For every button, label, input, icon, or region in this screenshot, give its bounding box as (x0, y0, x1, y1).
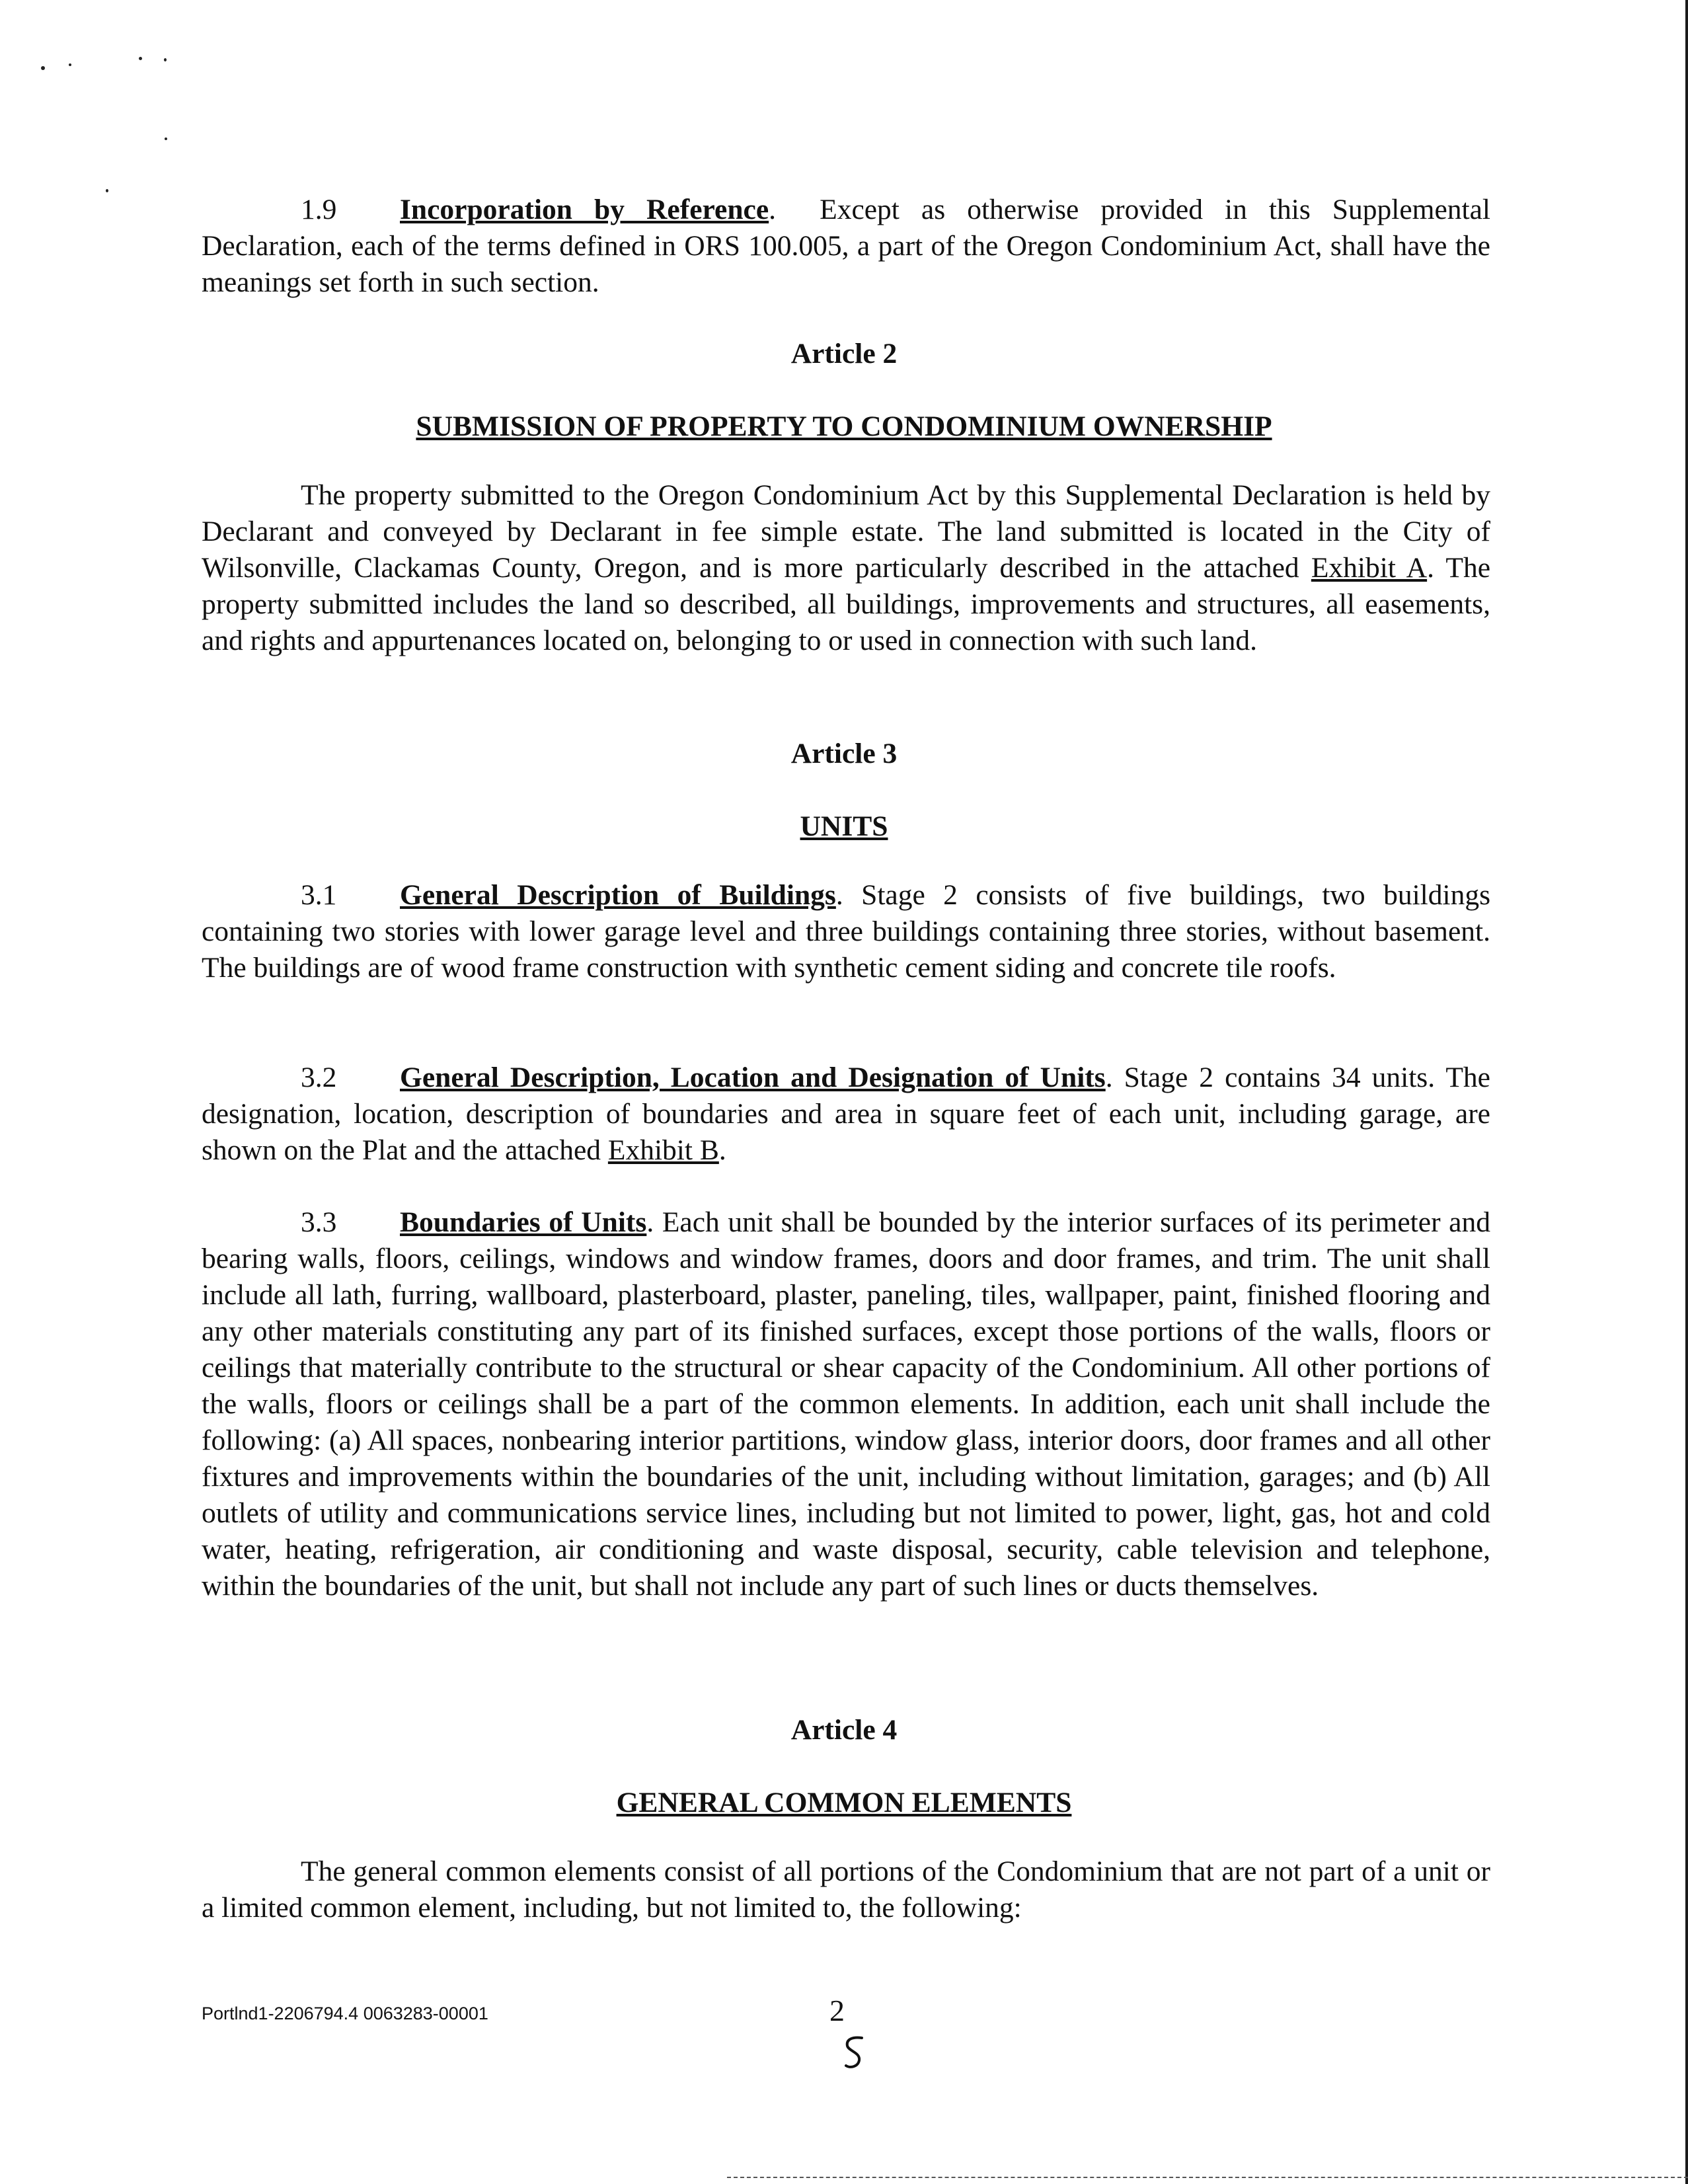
scan-speck (41, 66, 45, 70)
scan-edge (1685, 0, 1688, 2184)
section-number: 3.3 (301, 1206, 337, 1238)
article-4-label: Article 4 (790, 1714, 898, 1746)
section-1-9: 1.9 Incorporation by Reference. Except as otherwise provided in this Supplemental Declaration, each of the terms defined in ORS 100.005, a part of the Oregon Condominium Act, shall have the meanings set forth in such section. (202, 192, 1490, 301)
document-id: Portlnd1-2206794.4 0063283-00001 (202, 2004, 488, 2023)
scan-speck (165, 137, 167, 140)
exhibit-b-reference: Exhibit B (607, 1134, 719, 1166)
section-heading: General Description of Buildings (400, 879, 836, 911)
article-4-title: GENERAL COMMON ELEMENTS (616, 1787, 1072, 1818)
section-3-2: 3.2 General Description, Location and Designation of Units. Stage 2 contains 34 units. The designation, location, description of boundaries and area in square feet of each unit, including garage, are shown on the Plat and the attached Exhibit B. (202, 1060, 1490, 1169)
scan-speck (164, 58, 167, 61)
section-heading: Boundaries of Units (400, 1206, 647, 1238)
scan-bottom-rule (727, 2177, 1688, 2179)
scan-speck (69, 63, 71, 66)
handwritten-mark-icon (841, 2033, 867, 2072)
section-heading: General Description, Location and Designation of Units (400, 1062, 1106, 1093)
section-body: . Each unit shall be bounded by the interior surfaces of its perimeter and bearing walls, floors, ceilings, windows and window frames, doors and door frames, and trim. The unit shall include all lath, furring, wallboard, plasterboard, plaster, paneling, tiles, wallpaper, paint, finished flooring and any other materials constituting any part of its finished surfaces, except those portions of the walls, floors or ceilings that materially contribute to the structural or shear capacity of the Condominium. All other portions of the walls, floors or ceilings shall be a part of the common elements. In addition, each unit shall include the following: (a) All spaces, nonbearing interior partitions, window glass, interior doors, door frames and all other fixtures and improvements within the boundaries of the unit, including without limitation, garages; and (b) All outlets of utility and communications service lines, including but not limited to power, light, gas, hot and cold water, heating, refrigeration, air conditioning and waste disposal, security, cable television and telephone, within the boundaries of the unit, but shall not include any part of such lines or ducts themselves. (202, 1206, 1490, 1602)
section-number: 3.1 (301, 879, 337, 911)
section-number: 1.9 (301, 194, 337, 225)
section-3-1 (202, 877, 1490, 986)
article-4-body: The general common elements consist of all portions of the Condominium that are not part of a unit or a limited common element, including, but not limited to, the following: (202, 1855, 1490, 1924)
scan-speck (139, 57, 142, 60)
article-2-label: Article 2 (790, 338, 898, 370)
article-2-body: The property submitted to the Oregon Condominium Act by this Supplemental Declaration is held by Declarant and conveyed by Declarant in fee simple estate. The land submitted is located in the City of Wilsonville, Clackamas County, Oregon, and is more particularly described in the attached Exhibit A. The property submitted includes the land so described, all buildings, improvements and structures, all easements, and rights and appurtenances located on, belonging to or used in connection with such land. (202, 479, 1491, 656)
scan-speck (106, 189, 108, 192)
section-body: . Stage 2 consists of five buildings, two buildings containing two stories with lower garage level and three buildings containing three stories, without basement. The buildings are of wood frame construction with synthetic cement siding and concrete tile roofs. (202, 879, 1490, 984)
article-3-title: UNITS (800, 810, 888, 842)
page-number: 2 (829, 1994, 845, 2027)
section-number: 3.2 (301, 1062, 337, 1093)
section-3-3 (202, 1204, 1490, 1604)
section-heading: Incorporation by Reference (400, 194, 769, 225)
exhibit-a-reference: Exhibit A (1311, 552, 1428, 584)
section-body: Except as otherwise provided in this Supplemental Declaration, each of the terms defined in ORS 100.005, a part of the Oregon Condominium Act, shall have the meanings set forth in such section. (202, 194, 1490, 298)
article-3-label: Article 3 (790, 738, 898, 769)
article-2-title: SUBMISSION OF PROPERTY TO CONDOMINIUM OWNERSHIP (416, 410, 1272, 442)
